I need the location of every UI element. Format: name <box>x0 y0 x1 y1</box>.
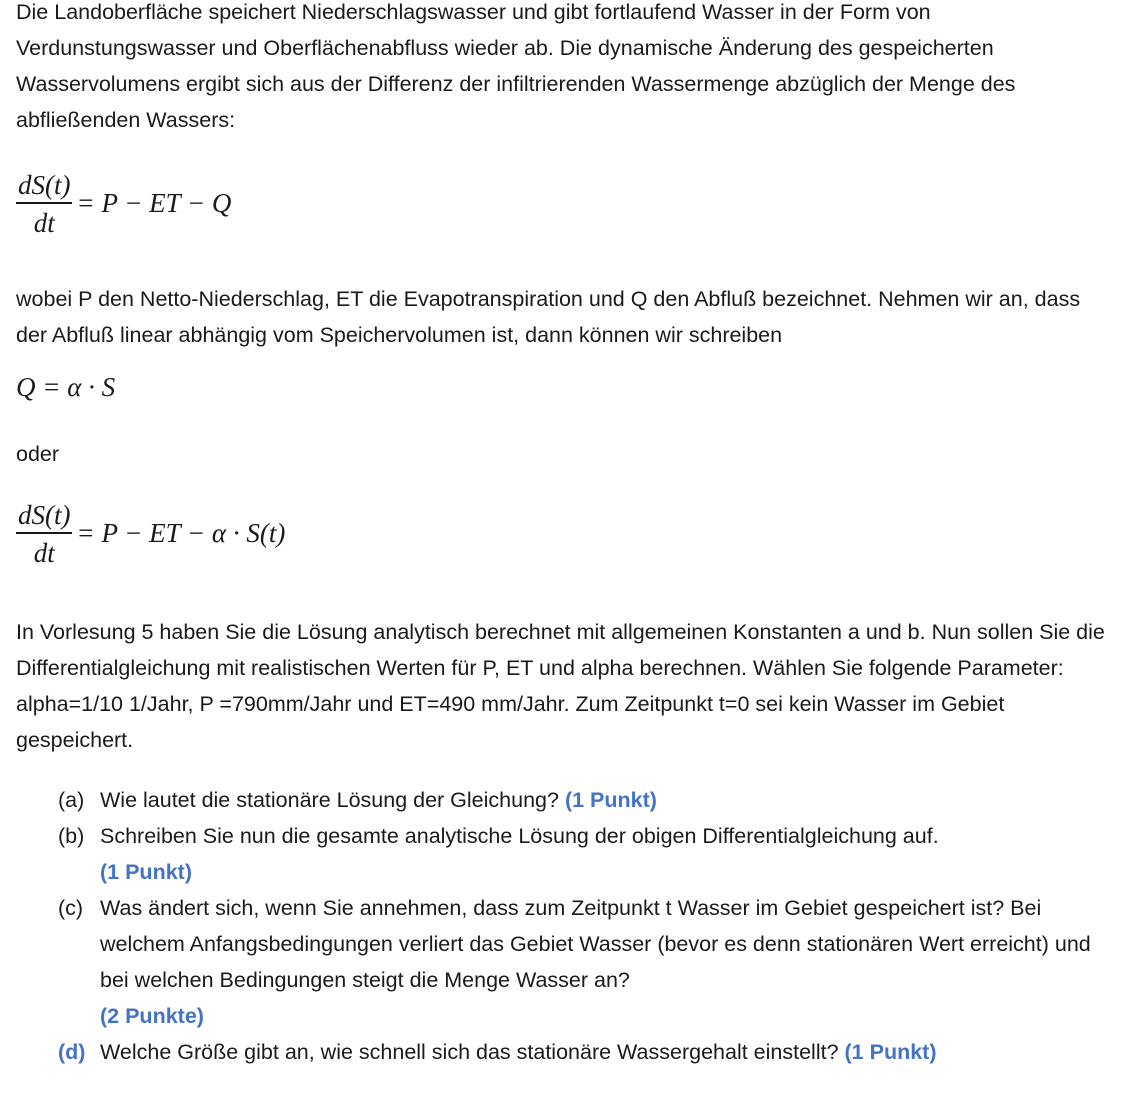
equation-linear-runoff <box>16 372 115 403</box>
fraction-dsdt <box>16 170 72 238</box>
fraction-denominator: dt <box>33 537 55 568</box>
definitions-paragraph: wobei P den Netto-Niederschlag, ET die Evapotranspiration und Q den Abfluß bezeichnet. Nehmen wir an, dass der Abfluß linear abhängig vom Speichervolumen ist, dann können wir schreiben <box>16 287 1081 347</box>
question-text: Was ändert sich, wenn Sie annehmen, dass zum Zeitpunkt t Wasser im Gebiet gespeichert ist? Bei welchem Anfangsbedingungen verliert das Gebiet Wasser (bevor es denn stationären Wert erreicht) und bei welchen Bedingungen steigt die Menge Wasser an? <box>100 896 1091 992</box>
question-text: Schreiben Sie nun die gesamte analytische Lösung der obigen Differentialgleichung auf. <box>100 824 939 848</box>
oder-text: oder <box>16 442 60 466</box>
fraction-numerator: dS(t) <box>18 500 71 530</box>
question-item-a <box>58 782 1118 818</box>
equation-storage-balance <box>16 170 231 238</box>
task-paragraph: In Vorlesung 5 haben Sie die Lösung analytisch berechnet mit allgemeinen Konstanten a und b. Nun sollen Sie die Differentialgleichung mit realistischen Werten für P, ET und alpha berechnen. Wählen Sie folgende Parameter: alpha=1/10 1/Jahr, P =790mm/Jahr und ET=490 mm/Jahr. Zum Zeitpunkt t=0 sei kein Wasser im Gebiet gespeichert. <box>16 620 1105 752</box>
question-label: (d) <box>58 1040 86 1064</box>
equation-text: Q = α · S <box>16 372 116 402</box>
question-list <box>58 782 1118 1070</box>
question-label: (c) <box>58 896 84 920</box>
equation-rhs: = P − ET − Q <box>76 188 232 219</box>
question-label: (a) <box>58 788 85 812</box>
equation-rhs: = P − ET − α · S(t) <box>76 518 286 549</box>
question-points: (1 Punkt) <box>564 788 657 812</box>
question-points: (2 Punkte) <box>100 1004 204 1028</box>
fraction-denominator: dt <box>33 207 55 238</box>
fraction-numerator: dS(t) <box>18 170 71 200</box>
question-item-c <box>58 890 1118 1034</box>
fraction-dsdt <box>16 500 72 568</box>
question-points: (1 Punkt) <box>844 1040 937 1064</box>
question-item-d <box>58 1034 1118 1070</box>
question-text: Wie lautet die stationäre Lösung der Gleichung? <box>100 788 559 812</box>
question-text: Welche Größe gibt an, wie schnell sich das stationäre Wassergehalt einstellt? <box>100 1040 839 1064</box>
intro-paragraph: Die Landoberfläche speichert Niederschlagswasser und gibt fortlaufend Wasser in der Form von Verdunstungswasser und Oberflächenabfluss wieder ab. Die dynamische Änderung des gespeicherten Wasservolumens ergibt sich aus der Differenz der infiltrierenden Wassermenge abzüglich der Menge des abfließenden Wassers: <box>16 0 1016 132</box>
question-points: (1 Punkt) <box>100 860 192 884</box>
question-label: (b) <box>58 824 85 848</box>
question-item-b <box>58 818 1118 890</box>
equation-ode <box>16 500 285 568</box>
